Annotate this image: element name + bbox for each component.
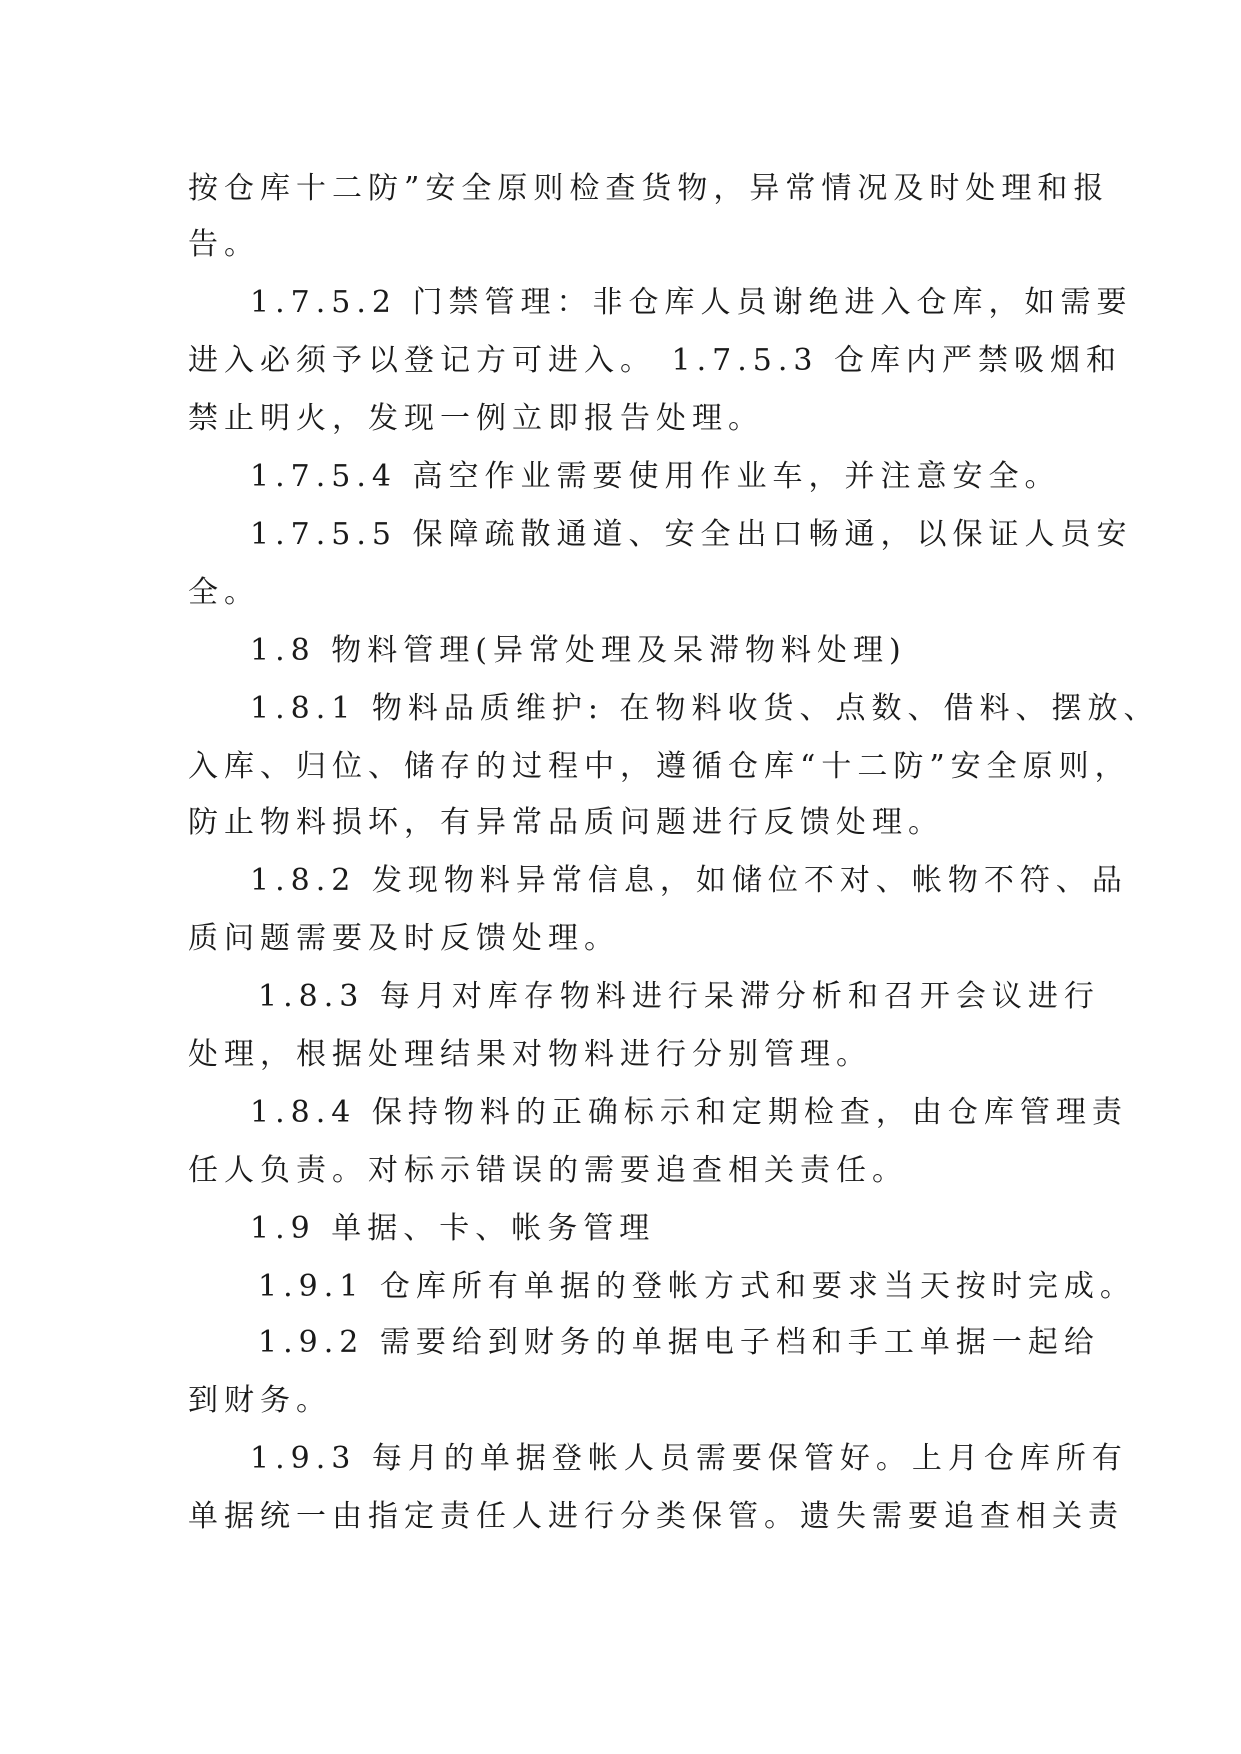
text-line: 到财务。 [188, 1383, 332, 1418]
text-line: 1.7.5.4 高空作业需要使用作业车，并注意安全。 [250, 459, 1061, 494]
text-line: 1.8.4 保持物料的正确标示和定期检查，由仓库管理责 [250, 1095, 1128, 1130]
text-line: 1.9.3 每月的单据登帐人员需要保管好。上月仓库所有 [250, 1441, 1128, 1476]
text-line: 禁止明火，发现一例立即报告处理。 [188, 401, 764, 436]
text-line: 1.8.3 每月对库存物料进行呆滞分析和召开会议进行 [258, 979, 1100, 1014]
section-heading: 1.9 单据、卡、帐务管理 [250, 1211, 656, 1246]
section-heading: 1.8 物料管理(异常处理及呆滞物料处理) [250, 633, 907, 668]
text-line: 全。 [188, 575, 260, 610]
text-line: 1.7.5.2 门禁管理：非仓库人员谢绝进入仓库，如需要 [250, 285, 1133, 320]
text-line: 进入必须予以登记方可进入。 1.7.5.3 仓库内严禁吸烟和 [188, 343, 1123, 378]
text-line: 1.8.1 物料品质维护: 在物料收货、点数、借料、摆放、 [250, 691, 1160, 726]
text-line: 质问题需要及时反馈处理。 [188, 921, 620, 956]
text-line: 1.9.1 仓库所有单据的登帐方式和要求当天按时完成。 [258, 1269, 1136, 1304]
text-line: 按仓库十二防”安全原则检查货物，异常情况及时处理和报 [188, 171, 1110, 206]
text-line: 入库、归位、储存的过程中，遵循仓库“十二防”安全原则， [188, 749, 1131, 784]
text-line: 告。 [188, 227, 260, 262]
text-line: 任人负责。对标示错误的需要追查相关责任。 [188, 1153, 908, 1188]
text-line: 1.8.2 发现物料异常信息，如储位不对、帐物不符、品 [250, 863, 1128, 898]
text-line: 1.9.2 需要给到财务的单据电子档和手工单据一起给 [258, 1325, 1100, 1360]
text-line: 单据统一由指定责任人进行分类保管。遗失需要追查相关责 [188, 1499, 1124, 1534]
text-line: 处理，根据处理结果对物料进行分别管理。 [188, 1037, 872, 1072]
text-line: 防止物料损坏，有异常品质问题进行反馈处理。 [188, 805, 944, 840]
text-line: 1.7.5.5 保障疏散通道、安全出口畅通，以保证人员安 [250, 517, 1133, 552]
